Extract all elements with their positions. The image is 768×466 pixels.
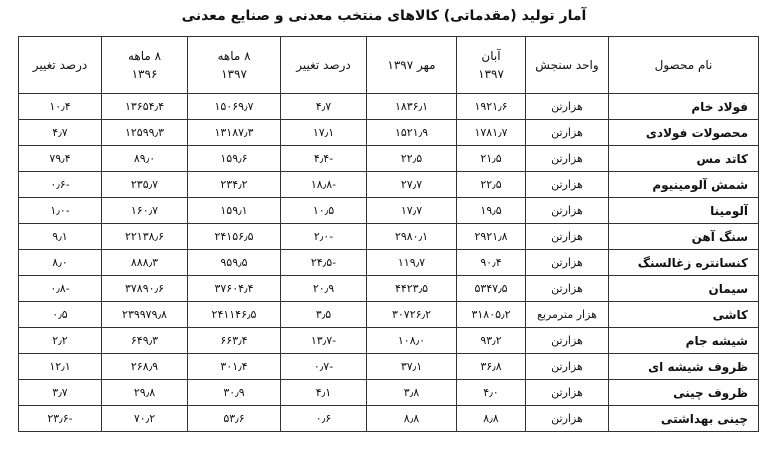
header-unit: واحد سنجش bbox=[526, 37, 609, 94]
cell-8month-1396: ۱۶۰٫۷ bbox=[102, 198, 188, 224]
cell-mehr: ۱۸۳۶٫۱ bbox=[367, 94, 457, 120]
cell-8month-1397: ۱۳۱۸۷٫۳ bbox=[188, 120, 281, 146]
cell-mehr: ۳٫۸ bbox=[367, 380, 457, 406]
cell-aban: ۳۶٫۸ bbox=[457, 354, 526, 380]
cell-mehr: ۲۷٫۷ bbox=[367, 172, 457, 198]
cell-mehr: ۱۰۸٫۰ bbox=[367, 328, 457, 354]
cell-aban: ۹۰٫۴ bbox=[457, 250, 526, 276]
cell-8month-1396: ۸۸۸٫۳ bbox=[102, 250, 188, 276]
cell-8month-1396: ۲۲۱۳۸٫۶ bbox=[102, 224, 188, 250]
cell-unit: هزارتن bbox=[526, 380, 609, 406]
cell-product: ظروف چینی bbox=[609, 380, 759, 406]
table-row bbox=[19, 380, 759, 406]
header-aban-year: ۱۳۹۷ bbox=[478, 67, 504, 81]
cell-change-monthly: ۳٫۵ bbox=[281, 302, 367, 328]
cell-change-monthly: -۲٫۰ bbox=[281, 224, 367, 250]
table-row bbox=[19, 250, 759, 276]
cell-product: شیشه جام bbox=[609, 328, 759, 354]
cell-8month-1396: ۸۹٫۰ bbox=[102, 146, 188, 172]
table-row bbox=[19, 354, 759, 380]
cell-8month-1397: ۳۷۶۰۴٫۴ bbox=[188, 276, 281, 302]
cell-product: شمش آلومینیوم bbox=[609, 172, 759, 198]
header-aban-month: آبان bbox=[481, 49, 501, 63]
cell-unit: هزارتن bbox=[526, 146, 609, 172]
cell-change-8month: -۰٫۸ bbox=[19, 276, 102, 302]
cell-8month-1397: ۱۵۹٫۱ bbox=[188, 198, 281, 224]
table-row bbox=[19, 276, 759, 302]
cell-unit: هزارتن bbox=[526, 354, 609, 380]
cell-aban: ۲۱٫۵ bbox=[457, 146, 526, 172]
page-title: آمار تولید (مقدماتی) کالاهای منتخب معدنی و صنایع معدنی bbox=[181, 8, 587, 24]
header-change-8month: درصد تغییر bbox=[19, 37, 102, 94]
cell-unit: هزارتن bbox=[526, 198, 609, 224]
cell-mehr: ۲۲٫۵ bbox=[367, 146, 457, 172]
cell-8month-1397: ۹۵۹٫۵ bbox=[188, 250, 281, 276]
cell-change-monthly: ۴٫۷ bbox=[281, 94, 367, 120]
cell-unit: هزارتن bbox=[526, 94, 609, 120]
cell-unit: هزارتن bbox=[526, 250, 609, 276]
cell-change-8month: ۰٫۵ bbox=[19, 302, 102, 328]
cell-change-monthly: -۴٫۴ bbox=[281, 146, 367, 172]
cell-aban: ۸٫۸ bbox=[457, 406, 526, 432]
cell-8month-1397: ۲۴۱۵۶٫۵ bbox=[188, 224, 281, 250]
header-change-monthly: درصد تغییر bbox=[281, 37, 367, 94]
cell-unit: هزار مترمربع bbox=[526, 302, 609, 328]
table-row bbox=[19, 406, 759, 432]
cell-change-monthly: -۰٫۷ bbox=[281, 354, 367, 380]
header-mehr: مهر ۱۳۹۷ bbox=[367, 37, 457, 94]
table-row bbox=[19, 120, 759, 146]
table-row bbox=[19, 302, 759, 328]
cell-8month-1397: ۵۳٫۶ bbox=[188, 406, 281, 432]
table-row bbox=[19, 94, 759, 120]
cell-mehr: ۱۷٫۷ bbox=[367, 198, 457, 224]
cell-change-monthly: ۱۰٫۵ bbox=[281, 198, 367, 224]
cell-aban: ۱۷۸۱٫۷ bbox=[457, 120, 526, 146]
header-8month-1397 bbox=[188, 37, 281, 94]
table-row bbox=[19, 146, 759, 172]
cell-mehr: ۲۹۸۰٫۱ bbox=[367, 224, 457, 250]
cell-mehr: ۱۱۹٫۷ bbox=[367, 250, 457, 276]
table-row bbox=[19, 172, 759, 198]
cell-product: کاتد مس bbox=[609, 146, 759, 172]
cell-product: سیمان bbox=[609, 276, 759, 302]
cell-mehr: ۱۵۲۱٫۹ bbox=[367, 120, 457, 146]
cell-unit: هزارتن bbox=[526, 224, 609, 250]
cell-aban: ۳۱۸۰۵٫۲ bbox=[457, 302, 526, 328]
cell-8month-1397: ۱۵۹٫۶ bbox=[188, 146, 281, 172]
cell-product: کاشی bbox=[609, 302, 759, 328]
cell-change-monthly: ۲۰٫۹ bbox=[281, 276, 367, 302]
cell-mehr: ۳۰۷۲۶٫۲ bbox=[367, 302, 457, 328]
table-row bbox=[19, 328, 759, 354]
cell-change-8month: -۰٫۶ bbox=[19, 172, 102, 198]
cell-8month-1397: ۱۵۰۶۹٫۷ bbox=[188, 94, 281, 120]
cell-change-8month: ۴٫۷ bbox=[19, 120, 102, 146]
cell-8month-1397: ۳۰٫۹ bbox=[188, 380, 281, 406]
cell-change-8month: -۱٫۰ bbox=[19, 198, 102, 224]
cell-product: محصولات فولادی bbox=[609, 120, 759, 146]
cell-change-8month: ۲٫۲ bbox=[19, 328, 102, 354]
cell-8month-1396: ۲۶۸٫۹ bbox=[102, 354, 188, 380]
cell-change-monthly: -۲۴٫۵ bbox=[281, 250, 367, 276]
header-8month-1397-label: ۸ ماهه bbox=[217, 49, 251, 63]
cell-product: کنسانتره زغالسنگ bbox=[609, 250, 759, 276]
cell-8month-1396: ۱۳۶۵۴٫۴ bbox=[102, 94, 188, 120]
cell-8month-1396: ۲۳۵٫۷ bbox=[102, 172, 188, 198]
cell-unit: هزارتن bbox=[526, 120, 609, 146]
cell-change-monthly: ۰٫۶ bbox=[281, 406, 367, 432]
cell-8month-1397: ۲۳۴٫۲ bbox=[188, 172, 281, 198]
cell-aban: ۹۳٫۲ bbox=[457, 328, 526, 354]
cell-product: فولاد خام bbox=[609, 94, 759, 120]
cell-aban: ۵۳۴۷٫۵ bbox=[457, 276, 526, 302]
header-8month-1397-year: ۱۳۹۷ bbox=[221, 67, 247, 81]
cell-aban: ۱۹۲۱٫۶ bbox=[457, 94, 526, 120]
cell-8month-1396: ۳۷۸۹۰٫۶ bbox=[102, 276, 188, 302]
cell-unit: هزارتن bbox=[526, 406, 609, 432]
cell-change-monthly: -۱۳٫۷ bbox=[281, 328, 367, 354]
cell-unit: هزارتن bbox=[526, 276, 609, 302]
cell-change-8month: ۳٫۷ bbox=[19, 380, 102, 406]
header-product: نام محصول bbox=[609, 37, 759, 94]
cell-change-monthly: ۴٫۱ bbox=[281, 380, 367, 406]
header-8month-1396-label: ۸ ماهه bbox=[127, 49, 162, 63]
cell-8month-1397: ۳۰۱٫۴ bbox=[188, 354, 281, 380]
header-row bbox=[19, 37, 759, 94]
cell-8month-1396: ۷۰٫۲ bbox=[102, 406, 188, 432]
cell-8month-1396: ۲۹٫۸ bbox=[102, 380, 188, 406]
cell-unit: هزارتن bbox=[526, 172, 609, 198]
cell-change-8month: ۷۹٫۴ bbox=[19, 146, 102, 172]
cell-change-8month: ۹٫۱ bbox=[19, 224, 102, 250]
cell-8month-1396: ۲۳۹۹۷۹٫۸ bbox=[102, 302, 188, 328]
cell-mehr: ۸٫۸ bbox=[367, 406, 457, 432]
header-aban bbox=[457, 37, 526, 94]
table-body bbox=[19, 94, 759, 432]
cell-8month-1397: ۲۴۱۱۴۶٫۵ bbox=[188, 302, 281, 328]
header-8month-1396 bbox=[102, 37, 188, 94]
cell-change-monthly: ۱۷٫۱ bbox=[281, 120, 367, 146]
cell-8month-1397: ۶۶۳٫۴ bbox=[188, 328, 281, 354]
cell-mehr: ۳۷٫۱ bbox=[367, 354, 457, 380]
cell-unit: هزارتن bbox=[526, 328, 609, 354]
production-table bbox=[18, 36, 759, 432]
cell-mehr: ۴۴۲۳٫۵ bbox=[367, 276, 457, 302]
cell-change-8month: -۲۳٫۶ bbox=[19, 406, 102, 432]
table-row bbox=[19, 224, 759, 250]
table-row bbox=[19, 198, 759, 224]
cell-8month-1396: ۶۴۹٫۳ bbox=[102, 328, 188, 354]
cell-product: ظروف شیشه ای bbox=[609, 354, 759, 380]
cell-aban: ۲۹۲۱٫۸ bbox=[457, 224, 526, 250]
cell-change-8month: ۱۰٫۴ bbox=[19, 94, 102, 120]
cell-change-8month: ۸٫۰ bbox=[19, 250, 102, 276]
cell-aban: ۲۲٫۵ bbox=[457, 172, 526, 198]
cell-product: سنگ آهن bbox=[609, 224, 759, 250]
cell-change-monthly: -۱۸٫۸ bbox=[281, 172, 367, 198]
cell-product: آلومینا bbox=[609, 198, 759, 224]
cell-aban: ۱۹٫۵ bbox=[457, 198, 526, 224]
cell-product: چینی بهداشتی bbox=[609, 406, 759, 432]
header-8month-1396-year: ۱۳۹۶ bbox=[131, 67, 158, 81]
cell-8month-1396: ۱۲۵۹۹٫۳ bbox=[102, 120, 188, 146]
cell-change-8month: ۱۲٫۱ bbox=[19, 354, 102, 380]
cell-aban: ۴٫۰ bbox=[457, 380, 526, 406]
